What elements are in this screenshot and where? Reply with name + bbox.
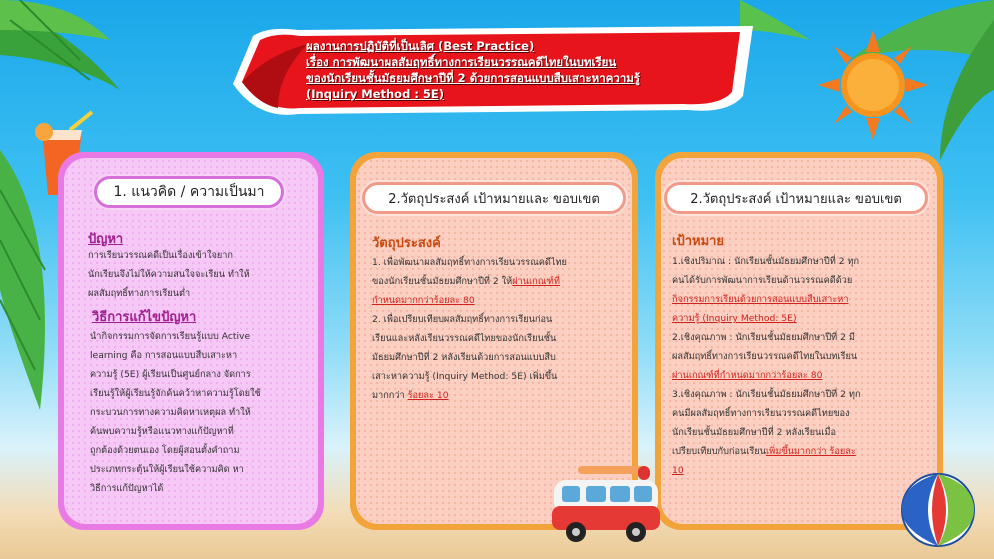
goals-text (672, 252, 926, 480)
objectives-line (372, 329, 622, 348)
goals-line (672, 423, 926, 442)
goals-text: เปรียบเทียบกับก่อนเรียน (672, 446, 767, 457)
objectives-line (372, 291, 622, 310)
beach-ball-icon (898, 470, 978, 550)
banner-line-3: ของนักเรียนชั้นมัธยมศึกษาปีที่ 2 ด้วยการสอนแบบสืบเสาะหาความรู้ (306, 71, 641, 85)
panel-objectives-title: 2.วัตถุประสงค์ เป้าหมายและ ขอบเขต (362, 182, 626, 214)
panel-concept-title: 1. แนวคิด / ความเป็นมา (94, 176, 284, 208)
panel-goals-title: 2.วัตถุประสงค์ เป้าหมายและ ขอบเขต (664, 182, 928, 214)
objectives-text: เสาะหาความรู้ (Inquiry Method: 5E) เพิ่มขึ้น (372, 371, 558, 382)
goals-line (672, 366, 926, 385)
title-banner (228, 24, 753, 124)
solution-line: ประเภทกระตุ้นให้ผู้เรียนใช้ความคิด หา (90, 464, 244, 475)
problem-heading: ปัญหา (88, 232, 124, 247)
objectives-line (372, 310, 622, 329)
goals-line (672, 442, 926, 461)
goals-line (672, 309, 926, 328)
goals-line (672, 252, 926, 271)
solution-line: ถูกต้องด้วยตนเอง โดยผู้สอนตั้งคำถาม (90, 445, 240, 456)
objectives-text: ของนักเรียนชั้นมัธยมศึกษาปีที่ 2 ให้ (372, 276, 513, 287)
solution-line: วิธีการแก้ปัญหาได้ (90, 483, 164, 494)
goals-text: นักเรียนชั้นมัธยมศึกษาปีที่ 2 หลังเรียนเมื่อ (672, 427, 837, 438)
goals-line (672, 271, 926, 290)
goals-line (672, 290, 926, 309)
solution-text (90, 327, 316, 498)
problem-line: นักเรียนจึงไม่ให้ความสนใจจะเรียน ทำให้ (88, 269, 250, 280)
goals-text: คนมีผลสัมฤทธิ์ทางการเรียนวรรณคดีไทยของ (672, 408, 850, 419)
banner-title: ผลงานการปฏิบัติที่เป็นเลิศ (Best Practice) (306, 39, 535, 53)
van-icon (548, 466, 664, 546)
solution-line: ความรู้ (5E) ผู้เรียนเป็นศูนย์กลาง จัดการ (90, 369, 251, 380)
solution-line: ค้นพบความรู้หรือแนวทางแก้ปัญหาที่ (90, 426, 234, 437)
goals-line (672, 328, 926, 347)
problem-text (88, 246, 314, 303)
palm-leaf-top-left (0, 0, 130, 110)
goals-text: 1.เชิงปริมาณ : นักเรียนชั้นมัธยมศึกษาปีที่ 2 ทุก (672, 256, 860, 267)
objectives-line (372, 348, 622, 367)
solution-heading: วิธีการแก้ไขปัญหา (92, 310, 197, 325)
objectives-text: 1. เพื่อพัฒนาผลสัมฤทธิ์ทางการเรียนวรรณคดีไทย (372, 257, 567, 268)
banner-line-2: เรื่อง การพัฒนาผลสัมฤทธิ์ทางการเรียนวรรณคดีไทยในบทเรียน (306, 55, 617, 69)
goals-text: 3.เชิงคุณภาพ : นักเรียนชั้นมัธยมศึกษาปีที่ 2 ทุก (672, 389, 861, 400)
objectives-text: มัธยมศึกษาปีที่ 2 หลังเรียนด้วยการสอนแบบสืบ (372, 352, 556, 363)
sun-icon (818, 30, 928, 140)
goals-highlight: เพิ่มขึ้นมากกว่า ร้อยละ (766, 446, 856, 457)
objectives-line (372, 272, 622, 291)
problem-line: การเรียนวรรณคดีเป็นเรื่องเข้าใจยาก (88, 250, 233, 261)
goals-heading: เป้าหมาย (672, 234, 725, 249)
goals-highlight: ความรู้ (Inquiry Method: 5E) (672, 313, 797, 324)
goals-text: คนได้รับการพัฒนาการเรียนด้านวรรณคดีด้วย (672, 275, 853, 286)
goals-line (672, 404, 926, 423)
objectives-highlight: กำหนดมากกว่าร้อยละ 80 (372, 295, 475, 306)
goals-text: ผลสัมฤทธิ์ทางการเรียนวรรณคดีไทยในบทเรียน (672, 351, 858, 362)
goals-highlight: 10 (672, 465, 684, 476)
objectives-line (372, 253, 622, 272)
goals-line (672, 385, 926, 404)
solution-line: นำกิจกรรมการจัดการเรียนรู้แบบ Active (90, 331, 251, 342)
goals-text: 2.เชิงคุณภาพ : นักเรียนชั้นมัธยมศึกษาปีที่ 2 มี (672, 332, 855, 343)
goals-highlight: กิจกรรมการเรียนด้วยการสอนแบบสืบเสาะหา (672, 294, 849, 305)
goals-line (672, 347, 926, 366)
goals-highlight: ผ่านเกณฑ์ที่กำหนดมากกว่าร้อยละ 80 (672, 370, 823, 381)
goals-line (672, 461, 926, 480)
objectives-text (372, 253, 622, 405)
objectives-text: เรียนและหลังเรียนวรรณคดีไทยของนักเรียนชั้น (372, 333, 557, 344)
objectives-heading: วัตถุประสงค์ (372, 236, 441, 251)
problem-line: ผลสัมฤทธิ์ทางการเรียนต่ำ (88, 288, 191, 299)
objectives-line (372, 386, 622, 405)
objectives-line (372, 367, 622, 386)
objectives-highlight: ผ่านเกณฑ์ที่ (512, 276, 560, 287)
objectives-highlight: ร้อยละ 10 (407, 390, 449, 401)
solution-line: เรียนรู้ให้ผู้เรียนรู้จักค้นคว้าหาความรู้โดยใช้ (90, 388, 261, 399)
objectives-text: มากกว่า (372, 390, 408, 401)
banner-line-4: (Inquiry Method : 5E) (306, 87, 445, 101)
solution-line: learning คือ การสอนแบบสืบเสาะหา (90, 350, 238, 361)
objectives-text: 2. เพื่อเปรียบเทียบผลสัมฤทธิ์ทางการเรียนก่อน (372, 314, 553, 325)
solution-line: กระบวนการทางความคิดหาเหตุผล ทำให้ (90, 407, 251, 418)
